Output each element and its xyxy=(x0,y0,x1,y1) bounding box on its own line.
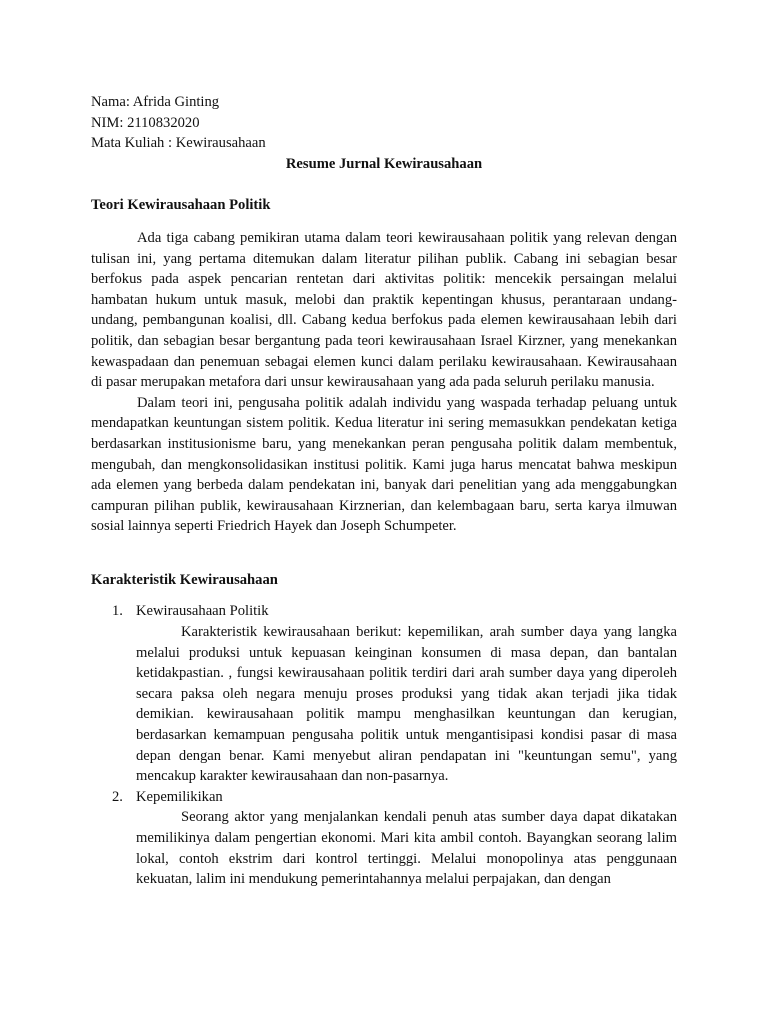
course-name: Mata Kuliah : Kewirausahaan xyxy=(91,135,266,152)
document-page xyxy=(91,92,677,890)
list-item-title: Kepemilikikan xyxy=(136,788,223,805)
list-number: 1. xyxy=(112,603,123,620)
list-number: 2. xyxy=(112,788,123,805)
list-item xyxy=(91,787,677,890)
student-name: Nama: Afrida Ginting xyxy=(91,94,220,110)
list-item-text: Karakteristik kewirausahaan berikut: kepemilikan, arah sumber daya yang langka melalui produksi untuk kepuasan keinginan konsumen di masa depan, dan bantalan ketidakpastian. , fungsi kewirausahaan politik terdiri dari arah sumber daya yang diperoleh secara paksa oleh negara menuju proses produksi yang tidak akan terjadi jika tidak demikian. kewirausahaan politik mampu menghasilkan keuntungan dan kerugian, berdasarkan kemampuan pengusaha politik untuk mengantisipasi kondisi pasar di masa depan dengan benar. Kami menyebut aliran pendapatan ini "keuntungan semu", yang mencakup karakter kewirausahaan dan non-pasarnya. xyxy=(136,624,677,785)
list-item xyxy=(91,601,677,786)
student-nim: NIM: 2110832020 xyxy=(91,114,200,131)
list-item-title: Kewirausahaan Politik xyxy=(136,603,269,620)
section-heading-karakteristik: Karakteristik Kewirausahaan xyxy=(91,571,278,588)
document-title: Resume Jurnal Kewirausahaan xyxy=(285,155,483,172)
paragraph: Ada tiga cabang pemikiran utama dalam teori kewirausahaan politik yang relevan dengan tulisan ini, yang pertama ditemukan dalam literatur pilihan publik. Cabang ini sebagian besar berfokus pada aspek pencarian rentetan dari aktivitas politik: mencekik persaingan melalui hambatan hukum untuk masuk, melobi dan praktik kepentingan khusus, perantaraan undang-undang, pembangunan koalisi, dll. Cabang kedua berfokus pada elemen kewirausahaan lebih dari politik, dan sebagian besar bergantung pada teori kewirausahaan Israel Kirzner, yang menekankan kewaspadaan dan penemuan sebagai elemen kunci dalam perilaku kewirausahaan. Kewirausahaan di pasar merupakan metafora dari unsur kewirausahaan yang ada pada seluruh perilaku manusia. xyxy=(91,229,677,391)
paragraph: Dalam teori ini, pengusaha politik adalah individu yang waspada terhadap peluang untuk mendapatkan keuntungan sistem politik. Kedua literatur ini sering memasukkan pendekatan ketiga berdasarkan institusionisme baru, yang menekankan peran pengusaha politik dalam membentuk, mengubah, dan mengkonsolidasikan institusi politik. Kami juga harus mencatat bahwa meskipun ada elemen yang berbeda dalam pendekatan ini, banyak dari penelitian yang ada menggabungkan campuran pilihan publik, kewirausahaan Kirznerian, dan kelembagaan baru, serta karya ilmuwan sosial lainnya seperti Friedrich Hayek dan Joseph Schumpeter. xyxy=(91,394,677,535)
section-heading-teori: Teori Kewirausahaan Politik xyxy=(91,197,271,214)
list-item-text: Seorang aktor yang menjalankan kendali penuh atas sumber daya dapat dikatakan memilikinya dalam pengertian ekonomi. Mari kita ambil contoh. Bayangkan seorang lalim lokal, contoh ekstrim dari kontrol tertinggi. Melalui monopolinya atas penggunaan kekuatan, lalim ini mendukung pemerintahannya melalui perpajakan, dan dengan xyxy=(136,809,677,888)
characteristics-list xyxy=(91,601,677,889)
